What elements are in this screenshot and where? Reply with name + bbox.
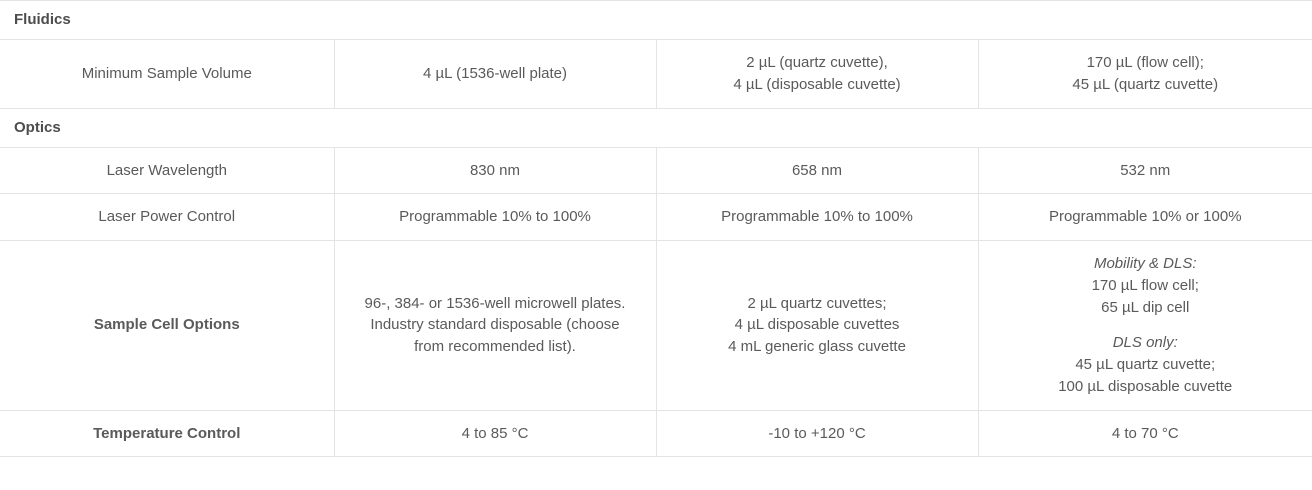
- cell-line: 4 mL generic glass cuvette: [728, 338, 906, 356]
- table-cell: [334, 410, 656, 457]
- cell-line: 658 nm: [791, 161, 843, 179]
- cell-line: 100 µL disposable cuvette: [1058, 377, 1233, 395]
- table-row: [0, 241, 1312, 411]
- cell-spacer: [995, 318, 1297, 332]
- cell-line: 45 µL (quartz cuvette): [1072, 75, 1219, 93]
- cell-line: 4 µL (disposable cuvette): [733, 75, 901, 93]
- row-label: Temperature Control: [0, 410, 334, 457]
- row-label: Laser Wavelength: [0, 147, 334, 194]
- cell-line: Mobility & DLS:: [1093, 255, 1197, 272]
- cell-line: DLS only:: [1112, 334, 1178, 352]
- table-row: [0, 410, 1312, 457]
- cell-line: Programmable 10% to 100%: [721, 208, 913, 226]
- cell-line: 2 µL quartz cuvettes;: [747, 294, 887, 312]
- section-heading: Fluidics: [0, 1, 1312, 40]
- section-heading-row: [0, 108, 1312, 147]
- table-cell: [656, 241, 978, 411]
- cell-line: -10 to +120 °C: [768, 424, 866, 442]
- table-cell: [978, 194, 1312, 241]
- table-body: [0, 1, 1312, 457]
- table-cell: [334, 194, 656, 241]
- cell-line: 45 µL quartz cuvette;: [1075, 356, 1216, 373]
- cell-line: 4 µL (1536-well plate): [423, 64, 567, 82]
- row-label: Sample Cell Options: [0, 241, 334, 411]
- table-row: [0, 147, 1312, 194]
- cell-line: 2 µL (quartz cuvette),: [746, 54, 888, 71]
- table-cell: [978, 40, 1312, 109]
- table-cell: [978, 410, 1312, 457]
- row-label: Minimum Sample Volume: [0, 40, 334, 109]
- cell-line: 65 µL dip cell: [1101, 298, 1190, 316]
- table-cell: [334, 147, 656, 194]
- table-cell: [656, 410, 978, 457]
- table-cell: [978, 147, 1312, 194]
- cell-line: from recommended list).: [414, 338, 576, 356]
- cell-line: 170 µL (flow cell);: [1086, 54, 1204, 71]
- table-cell: [334, 241, 656, 411]
- cell-line: 4 µL disposable cuvettes: [734, 316, 900, 334]
- cell-line: Programmable 10% or 100%: [1048, 208, 1242, 226]
- cell-line: 96-, 384- or 1536-well microwell plates.: [364, 294, 626, 312]
- table-cell: [334, 40, 656, 109]
- table-cell: [656, 40, 978, 109]
- section-heading-row: [0, 1, 1312, 40]
- table-row: [0, 40, 1312, 109]
- cell-line: Programmable 10% to 100%: [399, 208, 591, 226]
- cell-line: Industry standard disposable (choose: [370, 316, 620, 334]
- table-cell: [978, 241, 1312, 411]
- table-cell: [656, 194, 978, 241]
- table-row: [0, 194, 1312, 241]
- cell-line: 830 nm: [469, 161, 521, 179]
- row-label: Laser Power Control: [0, 194, 334, 241]
- cell-line: 170 µL flow cell;: [1091, 276, 1199, 294]
- cell-line: 4 to 70 °C: [1111, 424, 1179, 442]
- cell-line: 532 nm: [1120, 161, 1171, 179]
- cell-line: 4 to 85 °C: [461, 424, 529, 442]
- table-cell: [656, 147, 978, 194]
- section-heading: Optics: [0, 108, 1312, 147]
